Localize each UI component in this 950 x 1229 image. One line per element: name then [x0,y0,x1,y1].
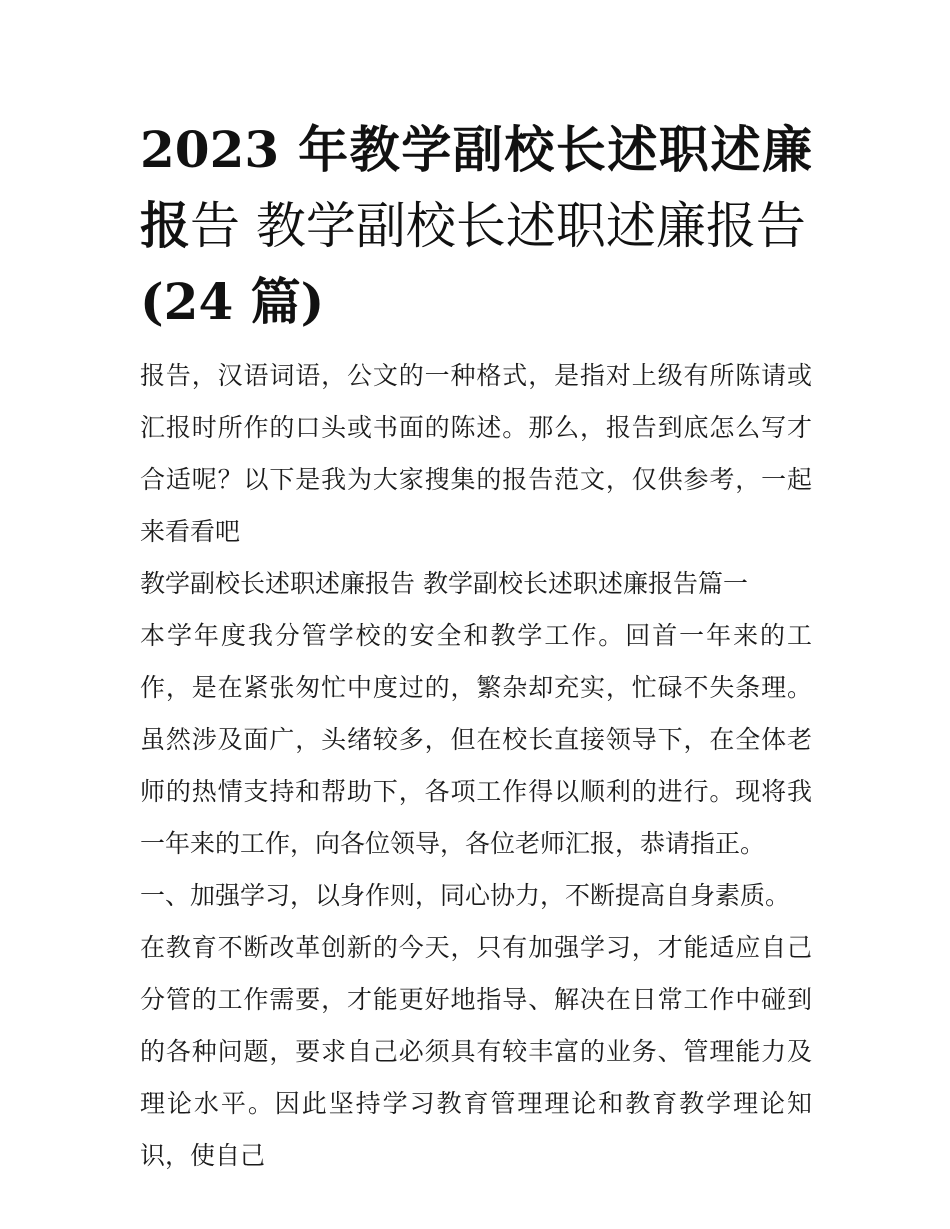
section-heading: 教学副校长述职述廉报告 教学副校长述职述廉报告篇一 [140,569,748,598]
document-page [140,112,812,1182]
document-title-line1: 2023 年教学副校长述职述廉报 [140,120,812,255]
document-title-line2: 告 教学副校长述职述廉报告 [190,197,806,255]
document-body [140,350,812,1182]
body-paragraph: 在教育不断改革创新的今天，只有加强学习，才能适应自己分管的工作需要，才能更好地指导、解决在日常工作中碰到的各种问题，要求自己必须具有较丰富的业务、管理能力及理论水平。因此坚持学习教育管理理论和教育教学理论知识，使自己 [140,933,812,1170]
intro-paragraph: 报告，汉语词语，公文的一种格式，是指对上级有所陈请或汇报时所作的口头或书面的陈述。那么，报告到底怎么写才合适呢？以下是我为大家搜集的报告范文，仅供参考，一起来看看吧 [140,361,812,546]
document-title [140,112,812,340]
document-title-line3: (24 篇) [140,272,325,331]
subsection-heading: 一、加强学习，以身作则，同心协力，不断提高自身素质。 [140,881,791,910]
body-paragraph: 本学年度我分管学校的安全和教学工作。回首一年来的工作，是在紧张匆忙中度过的，繁杂却充实，忙碌不失条理。虽然涉及面广，头绪较多，但在校长直接领导下，在全体老师的热情支持和帮助下，各项工作得以顺利的进行。现将我一年来的工作，向各位领导，各位老师汇报，恭请指正。 [140,621,812,858]
